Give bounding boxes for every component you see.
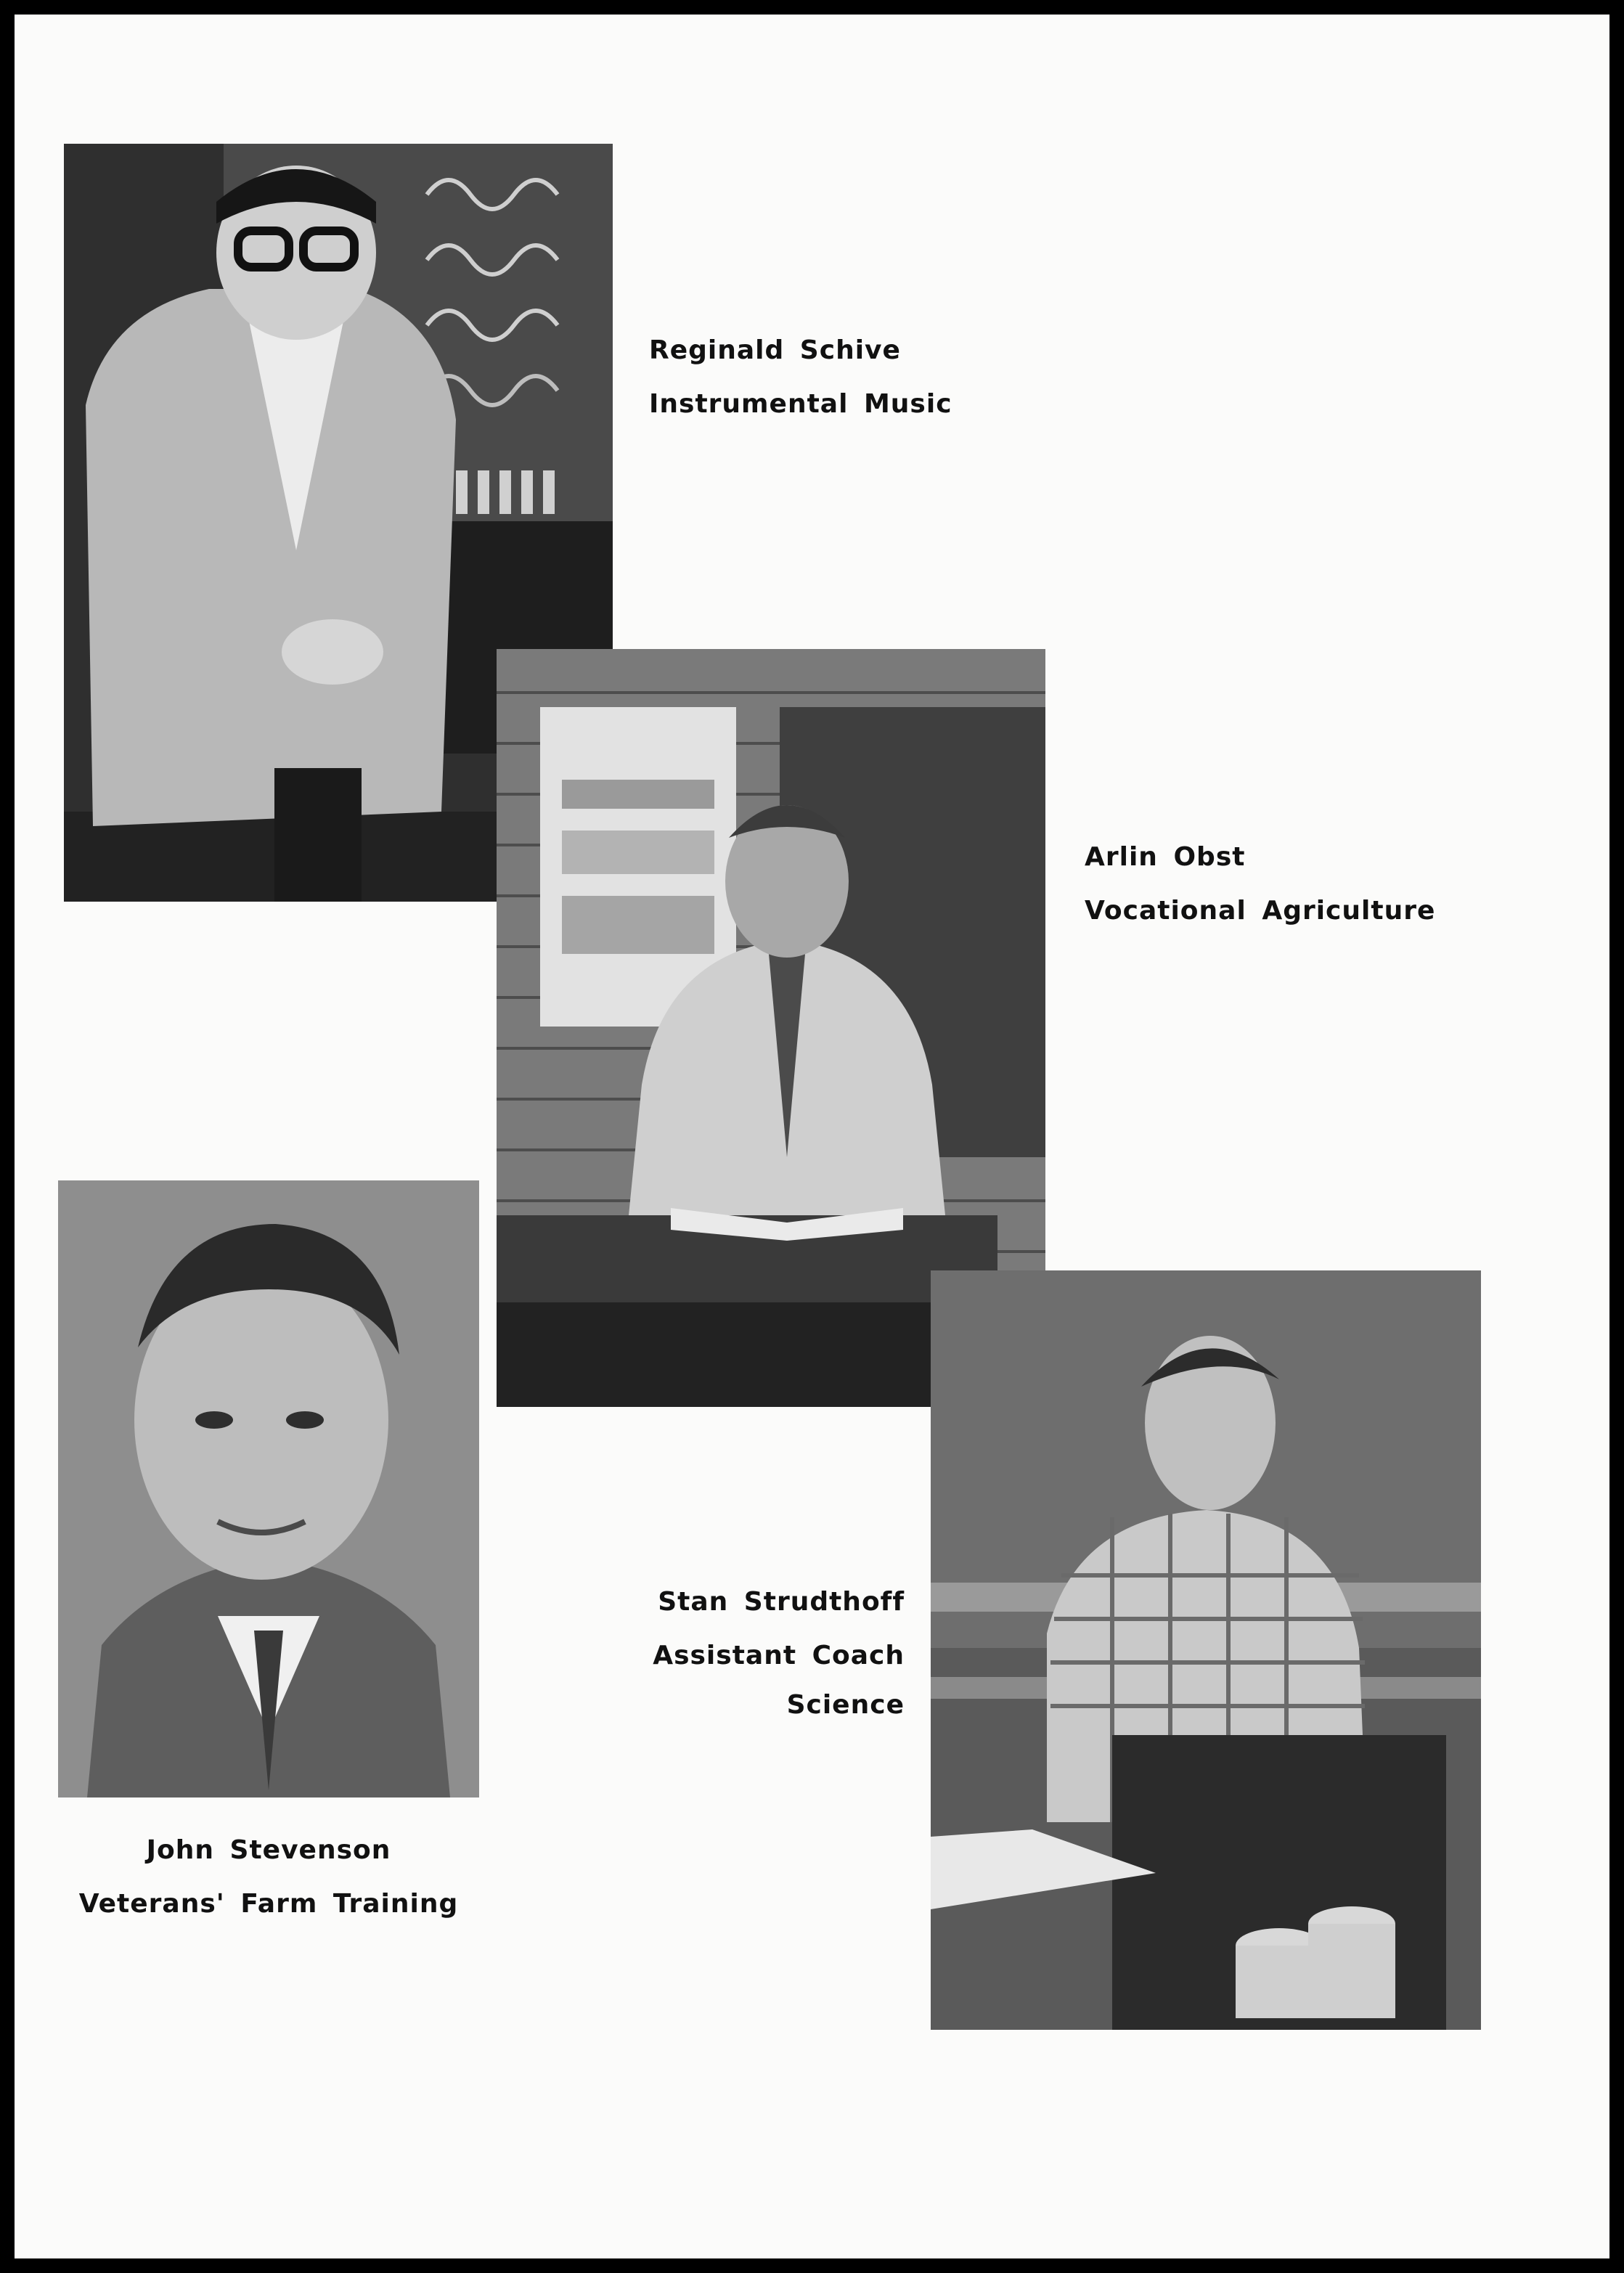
yearbook-page [15, 15, 1609, 2258]
name-stan-strudthoff: Stan Strudthoff [658, 1587, 905, 1617]
photo-john-stevenson [58, 1180, 479, 1797]
caption-arlin-obst [1085, 831, 1435, 938]
title-stan-strudthoff-2: Science [786, 1690, 905, 1720]
caption-reginald-schive [649, 324, 952, 431]
name-reginald-schive: Reginald Schive [649, 335, 901, 365]
name-arlin-obst: Arlin Obst [1085, 842, 1246, 872]
photo-stan-strudthoff [931, 1270, 1481, 2030]
name-john-stevenson: John Stevenson [146, 1835, 391, 1865]
title-stan-strudthoff-1: Assistant Coach [653, 1641, 905, 1670]
caption-stan-strudthoff [588, 1575, 905, 1728]
title-reginald-schive: Instrumental Music [649, 389, 952, 419]
title-john-stevenson: Veterans' Farm Training [78, 1889, 459, 1919]
photo-john-stevenson-image [58, 1180, 479, 1797]
photo-stan-strudthoff-image [931, 1270, 1481, 2030]
title-arlin-obst: Vocational Agriculture [1085, 896, 1436, 926]
caption-john-stevenson [58, 1824, 479, 1931]
